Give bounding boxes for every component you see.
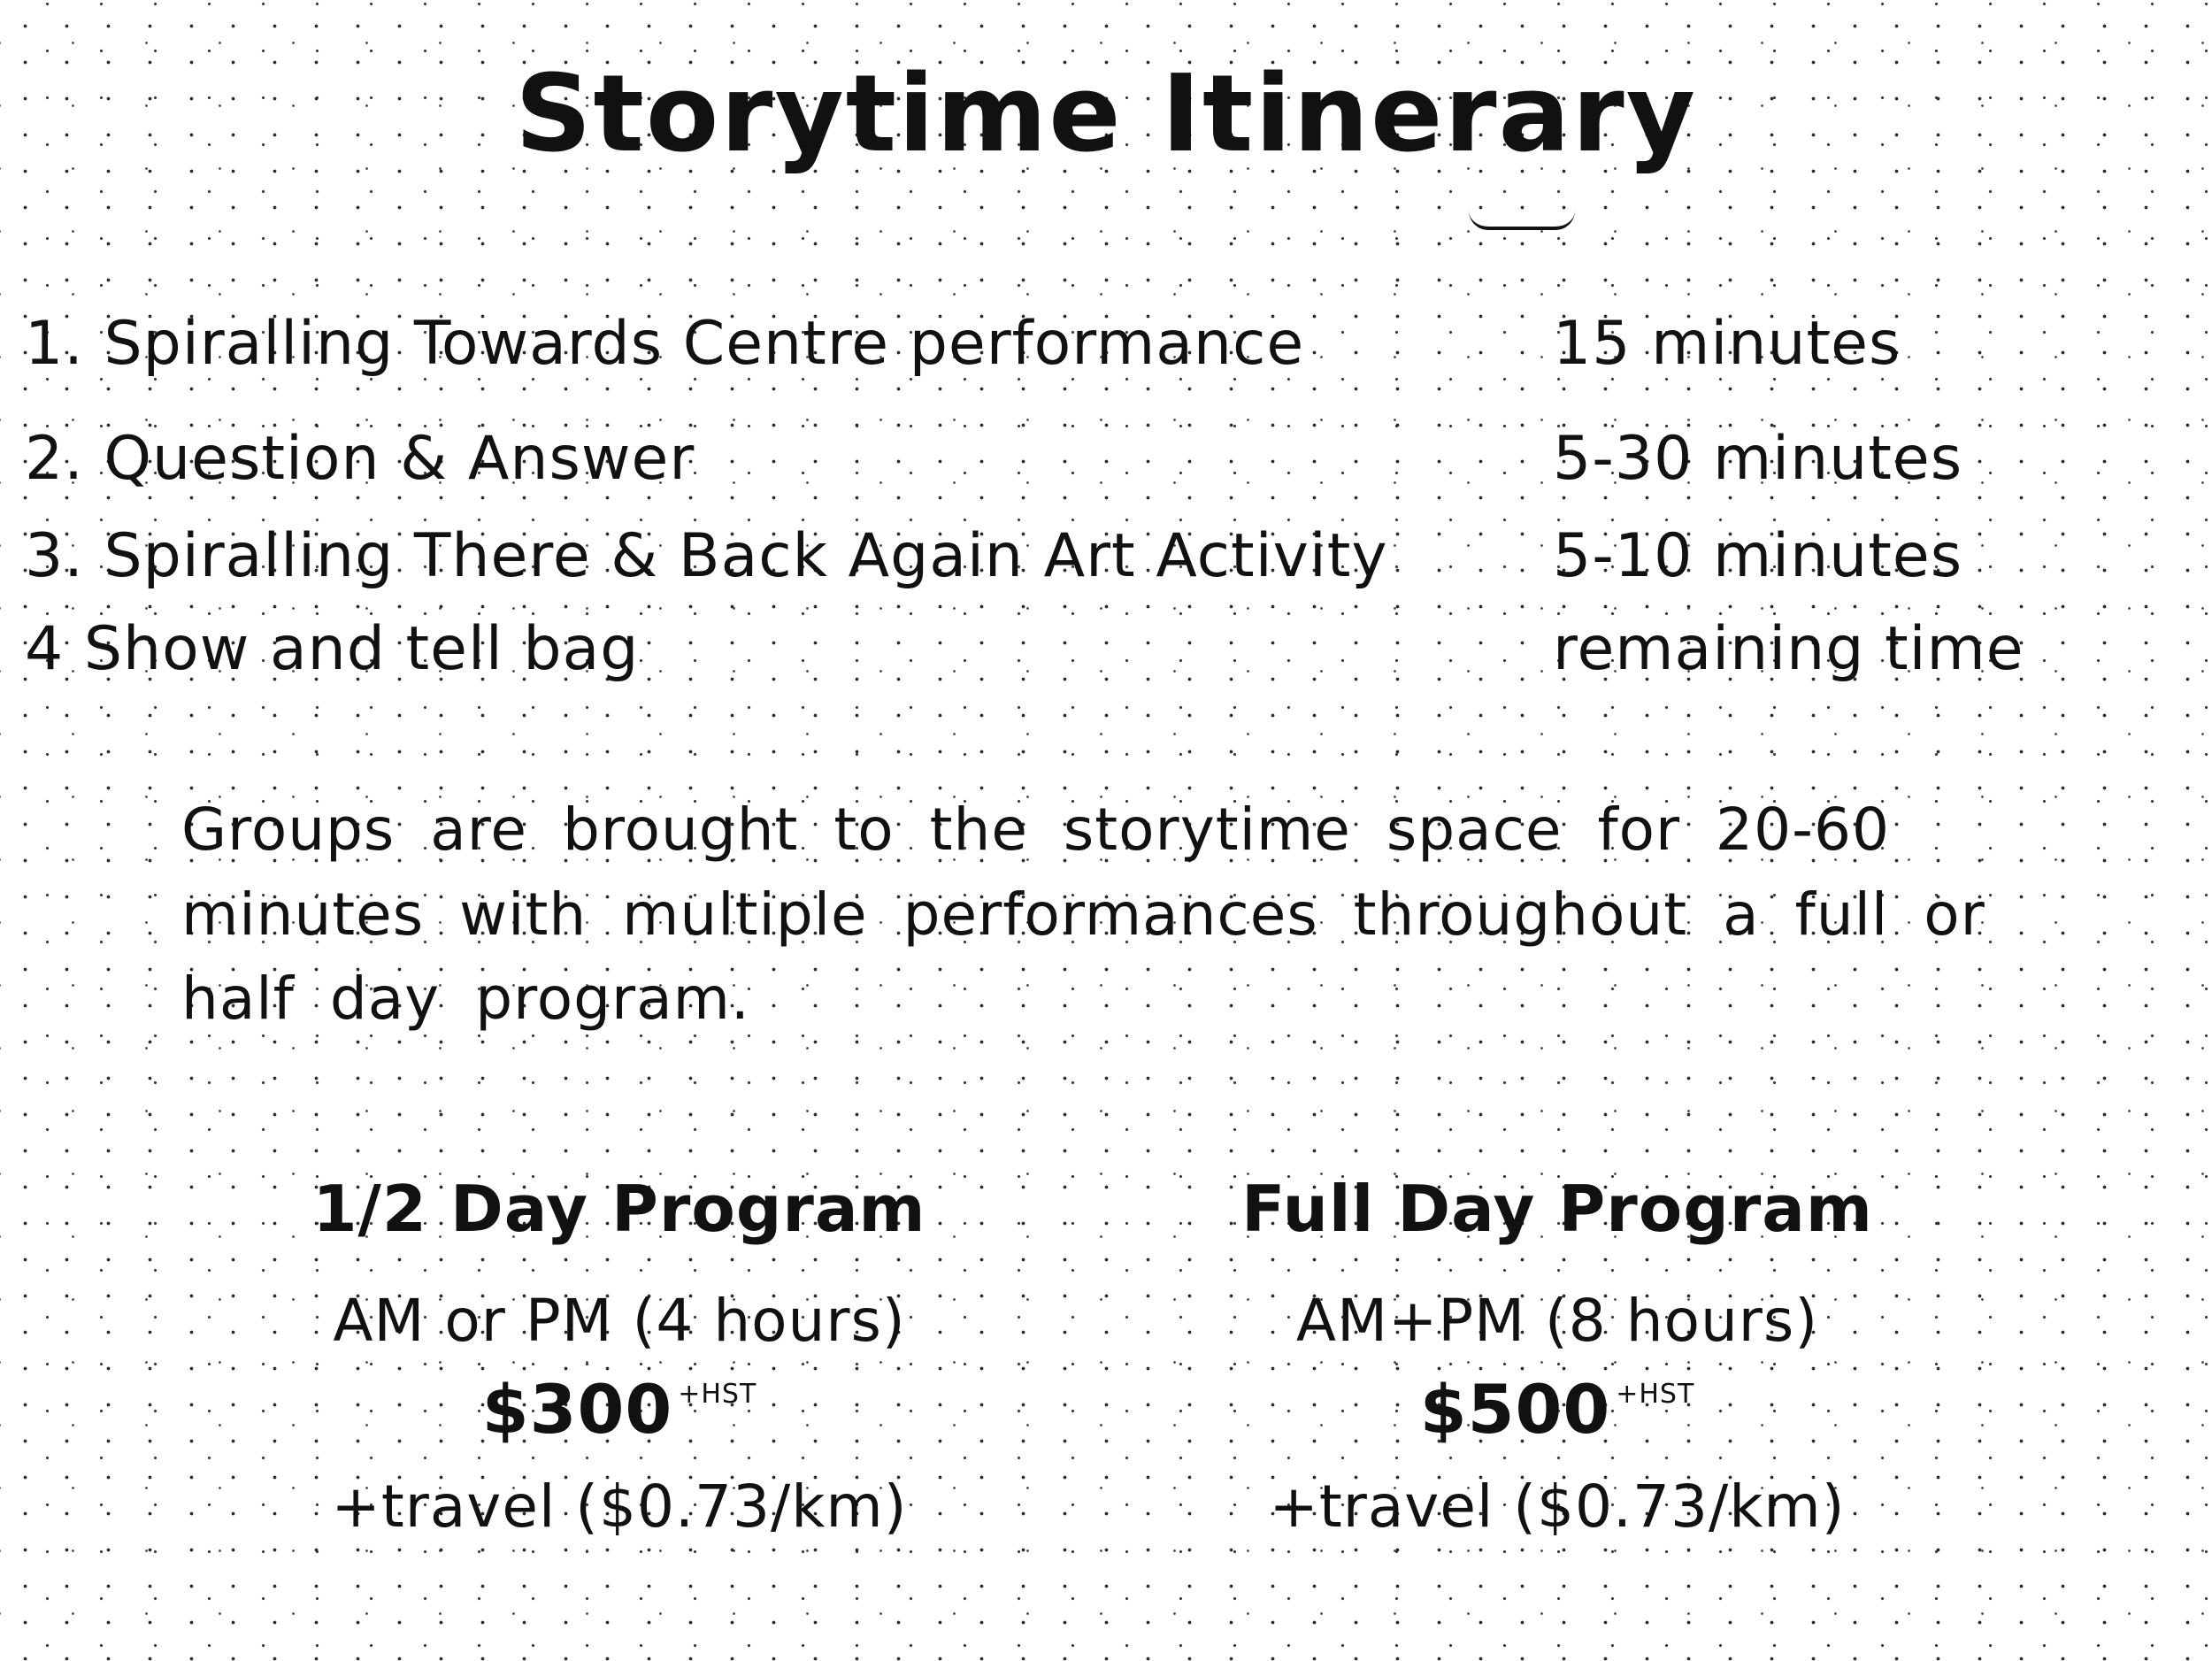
itinerary-item-1: 1. Spiralling Towards Centre performance	[25, 309, 1305, 379]
full-day-title: Full Day Program	[1241, 1172, 1873, 1246]
full-day-price-line	[1239, 1370, 1876, 1449]
itinerary-item-4: 4 Show and tell bag	[25, 614, 640, 684]
itinerary-duration-2: 5-30 minutes	[1553, 424, 1963, 494]
half-day-tax: +HST	[678, 1379, 757, 1410]
itinerary-item-3: 3. Spiralling There & Back Again Art Activity	[25, 521, 1388, 591]
half-day-hours: AM or PM (4 hours)	[333, 1287, 906, 1355]
half-day-price-line	[301, 1370, 938, 1449]
itinerary-duration-1: 15 minutes	[1553, 309, 1901, 379]
full-day-tax: +HST	[1616, 1379, 1695, 1410]
half-day-title: 1/2 Day Program	[312, 1172, 926, 1246]
itinerary-duration-3: 5-10 minutes	[1553, 521, 1963, 591]
program-description: Groups are brought to the storytime space for 20-60 minutes with multiple performances throughout a full or half day program.	[181, 796, 1985, 1034]
title-underline	[1469, 211, 1575, 230]
itinerary-item-2: 2. Question & Answer	[25, 424, 695, 494]
half-day-price: $300	[481, 1370, 673, 1449]
page-title: Storytime Itinerary	[515, 53, 1697, 176]
full-day-travel: +travel ($0.73/km)	[1269, 1473, 1846, 1541]
half-day-travel: +travel ($0.73/km)	[331, 1473, 908, 1541]
full-day-price: $500	[1419, 1370, 1611, 1449]
itinerary-duration-4: remaining time	[1553, 614, 2024, 684]
full-day-hours: AM+PM (8 hours)	[1295, 1287, 1819, 1355]
